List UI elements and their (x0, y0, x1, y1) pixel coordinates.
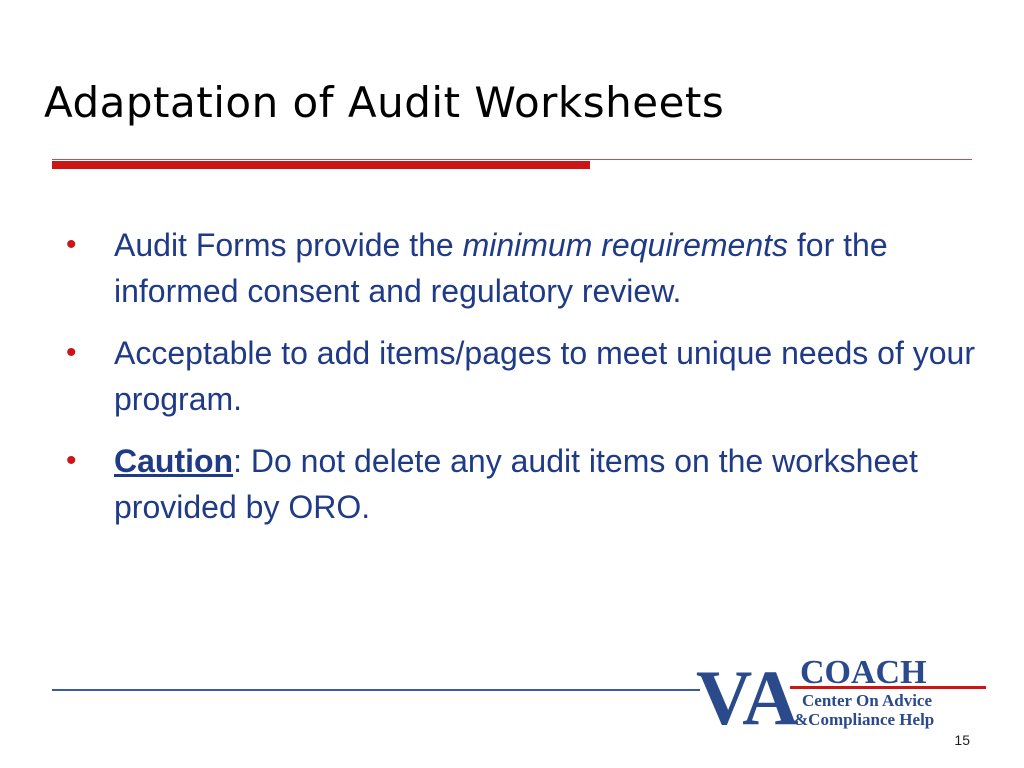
page-number: 15 (954, 732, 970, 748)
logo-coach-name: COACH (800, 654, 927, 691)
logo-line-1: Center On Advice (802, 691, 933, 710)
bullet-text: : Do not delete any audit items on the worksheet provided by ORO. (114, 443, 918, 525)
bullet-dot-icon: • (66, 444, 77, 477)
bullet-text: Audit Forms provide the (114, 227, 463, 263)
bullet-dot-icon: • (66, 336, 77, 369)
logo-va-mark: VA (696, 654, 799, 730)
footer-divider (52, 689, 700, 691)
bullet-text: for the informed consent and regulatory review. (114, 227, 888, 309)
bullet-item-acceptable (60, 330, 980, 422)
bullet-text: Acceptable to add items/pages to meet unique needs of your program. (114, 335, 975, 417)
bullet-list (60, 222, 980, 546)
bullet-dot-icon: • (66, 228, 77, 261)
title-divider-thick (52, 161, 590, 169)
slide-title: Adaptation of Audit Worksheets (44, 78, 725, 127)
logo-line-2: &Compliance Help (794, 710, 935, 729)
bullet-item-audit-forms (60, 222, 980, 314)
caution-label: Caution (114, 443, 234, 479)
title-divider-thin (52, 159, 972, 160)
bullet-item-caution (60, 438, 980, 530)
bullet-emphasis: minimum requirements (462, 227, 789, 263)
va-coach-logo (694, 650, 994, 730)
